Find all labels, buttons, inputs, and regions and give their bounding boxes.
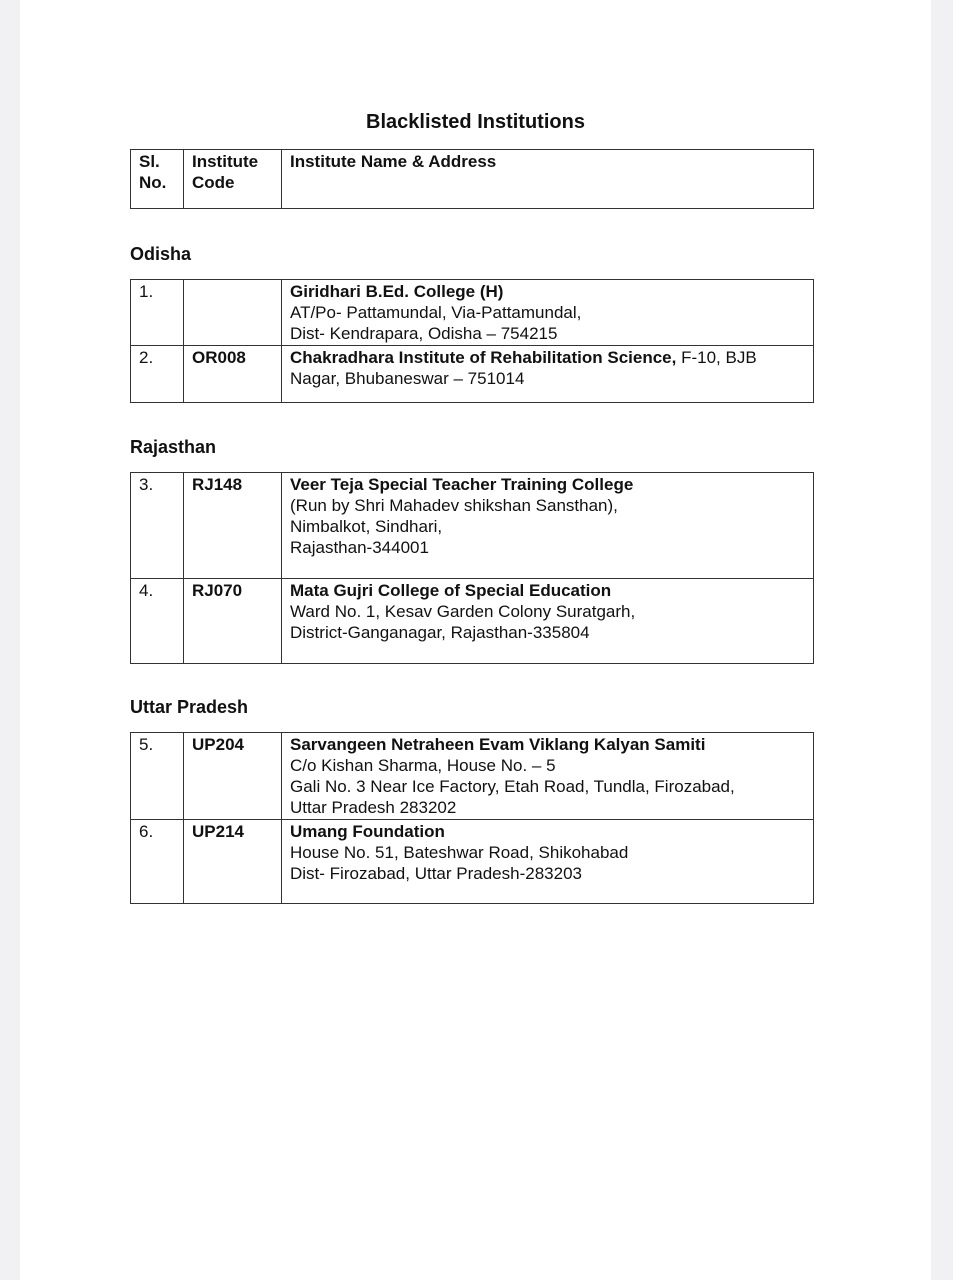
sl-cell: 3. [131,473,184,579]
address-line: Ward No. 1, Kesav Garden Colony Suratgarh, [290,602,636,621]
page-title: Blacklisted Institutions [366,111,585,133]
institute-name-suffix: F-10, BJB [676,348,757,367]
sl-cell: 2. [131,346,184,403]
name-address-cell [282,346,814,403]
institute-name: Giridhari B.Ed. College (H) [290,282,504,301]
institute-name: Umang Foundation [290,822,445,841]
address-line: Rajasthan-344001 [290,538,429,557]
address-line: (Run by Shri Mahadev shikshan Sansthan), [290,496,618,515]
header-sl-no: Sl. No. [131,150,184,209]
institute-name: Mata Gujri College of Special Education [290,581,612,600]
name-address-cell [282,473,814,579]
table-row [131,579,814,664]
address-line: House No. 51, Bateshwar Road, Shikohabad [290,843,629,862]
odisha-table [130,279,814,403]
document-page [20,0,931,1280]
name-address-cell [282,820,814,904]
sl-cell: 6. [131,820,184,904]
table-row [131,820,814,904]
section-heading-uttar-pradesh: Uttar Pradesh [130,697,249,717]
address-line: Nagar, Bhubaneswar – 751014 [290,369,525,388]
header-institute-code: Institute Code [184,150,282,209]
header-institute-name: Institute Name & Address [282,150,814,209]
address-line: C/o Kishan Sharma, House No. – 5 [290,756,556,775]
table-row [131,473,814,579]
code-cell: OR008 [184,346,282,403]
address-line: Nimbalkot, Sindhari, [290,517,443,536]
address-line: Dist- Kendrapara, Odisha – 754215 [290,324,558,343]
code-cell: RJ070 [184,579,282,664]
section-heading-rajasthan: Rajasthan [130,437,217,457]
address-line: Uttar Pradesh 283202 [290,798,457,817]
address-line: AT/Po- Pattamundal, Via-Pattamundal, [290,303,582,322]
sl-cell: 4. [131,579,184,664]
address-line: Gali No. 3 Near Ice Factory, Etah Road, Tundla, Firozabad, [290,777,735,796]
sl-cell: 5. [131,733,184,820]
section-heading-odisha: Odisha [130,244,192,264]
address-line: Dist- Firozabad, Uttar Pradesh-283203 [290,864,582,883]
sl-cell: 1. [131,280,184,346]
code-cell: UP214 [184,820,282,904]
name-address-cell [282,280,814,346]
table-row [131,733,814,820]
header-table [130,149,814,209]
name-address-cell [282,579,814,664]
institute-name: Sarvangeen Netraheen Evam Viklang Kalyan Samiti [290,735,706,754]
rajasthan-table [130,472,814,664]
institute-name: Veer Teja Special Teacher Training College [290,475,634,494]
uttar-pradesh-table [130,732,814,904]
institute-name: Chakradhara Institute of Rehabilitation Science, [290,348,677,367]
address-line: District-Ganganagar, Rajasthan-335804 [290,623,590,642]
table-row [131,346,814,403]
table-row [131,280,814,346]
name-address-cell [282,733,814,820]
code-cell: RJ148 [184,473,282,579]
code-cell: UP204 [184,733,282,820]
header-row [131,150,814,209]
code-cell [184,280,282,346]
